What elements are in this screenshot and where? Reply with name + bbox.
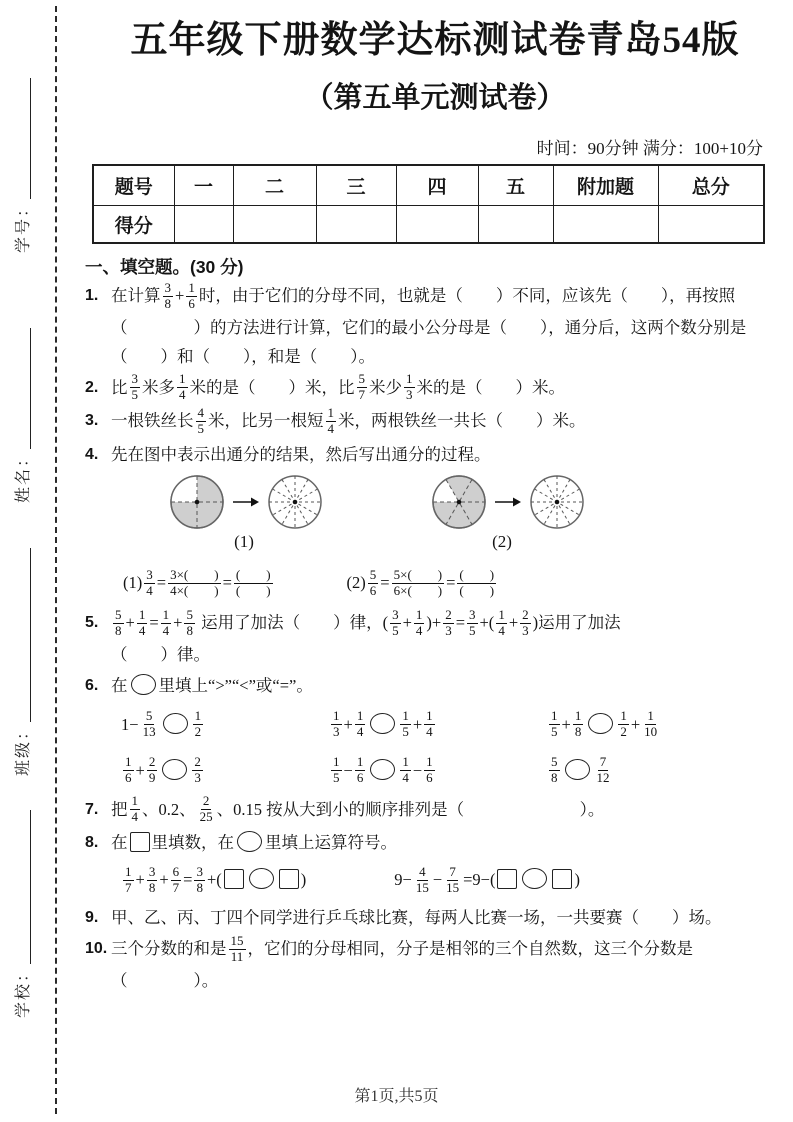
comparison-item: 1− $\frac{5}{13}$ $\frac{1}{2}$: [121, 708, 202, 740]
equation-2: (2) $\frac{5}{6}$ = $\frac{5\times( )}{6\times( )}$ = $\frac{( )}{( )}$: [346, 566, 495, 598]
question-number: 9.: [85, 909, 99, 927]
page-title: 五年级下册数学达标测试卷青岛54版: [130, 20, 740, 61]
student-name-blank-line: [30, 328, 31, 449]
question-text: $\frac{5}{8}$ + $\frac{1}{4}$ = $\frac{1}{4}$ + $\frac{5}{8}$ 运用了加法（ ）律，( $\frac{3}{5}$ + $\frac{1}{4}$ )+ $\frac{2}{3}$ = $\frac{3}{5}$ +( $\frac{1}{4}$ + $\frac{2}{3}$ )运用了加法 （ ）律。: [111, 606, 621, 664]
question-text: 在计算 $\frac{3}{8}$ + $\frac{1}{6}$ 时，由于它们的分母不同，也就是（ ）不同，应该先（ ），再按照 （ ）的方法进行计算，它们的最小公分母是（ ），通分后，这两个数分别是 （ ）和（ ），和是（ ）。: [111, 279, 747, 366]
score-cell: [658, 206, 764, 244]
question-7: [85, 795, 785, 827]
diagram-pair-2: [431, 474, 585, 530]
question-text: 比 $\frac{3}{5}$ 米多 $\frac{1}{4}$ 米的是（ ）米，比 $\frac{5}{7}$ 米少 $\frac{1}{3}$ 米的是（ ）米。: [111, 371, 565, 403]
score-col-header: 四: [396, 165, 478, 206]
comparison-item: $\frac{5}{8}$ $\frac{7}{12}$: [551, 754, 610, 786]
diagram-label-2: (2): [492, 531, 512, 551]
question-8: [85, 828, 785, 901]
score-table-score-row: [93, 206, 764, 244]
pie-three-quarters-shaded: [169, 474, 225, 530]
comparison-grid: [121, 706, 785, 790]
question-text: 先在图中表示出通分的结果，然后写出通分的过程。: [111, 444, 491, 464]
pie-twelve-parts-blank: [267, 474, 323, 530]
diagram-pair-1: [169, 474, 323, 530]
question-4: [85, 440, 785, 606]
score-cell: [553, 206, 658, 244]
score-cell: [396, 206, 478, 244]
fill-symbol-equations: [121, 861, 785, 899]
student-name-field: [14, 328, 34, 503]
question-number: 10.: [85, 940, 108, 958]
student-id-label: 学号：: [15, 198, 32, 253]
score-col-header: 总分: [658, 165, 764, 206]
question-number: 8.: [85, 834, 99, 852]
score-col-header: 三: [316, 165, 396, 206]
page-footer: 第1页,共5页: [354, 1088, 439, 1105]
equation-1: $\frac{1}{7}$ + $\frac{3}{8}$ + $\frac{6}{7}$ = $\frac{3}{8}$ +( ): [125, 864, 307, 895]
question-2: [85, 373, 785, 405]
question-9: [85, 903, 785, 932]
fraction-diagrams: [169, 474, 785, 530]
question-number: 4.: [85, 445, 99, 463]
paper-content: [85, 16, 785, 997]
question-text: 把 $\frac{1}{4}$ 、0.2、 $\frac{2}{25}$ 、0.15 按从大到小的顺序排列是（ ）。: [111, 793, 605, 825]
equation-2: 9− $\frac{4}{15}$ − $\frac{7}{15}$ =9−( ): [394, 864, 580, 895]
score-col-header: 题号: [93, 165, 174, 206]
question-6: [85, 671, 785, 793]
pie-twelve-parts-blank: [529, 474, 585, 530]
question-5: [85, 608, 785, 669]
equation-1: (1) $\frac{3}{4}$ = $\frac{3\times( )}{4\times( )}$ = $\frac{( )}{( )}$: [123, 566, 271, 598]
comparison-item: $\frac{1}{6}$ + $\frac{2}{9}$ $\frac{2}{3}$: [125, 754, 201, 786]
class-blank-line: [30, 548, 31, 722]
question-text: 三个分数的和是 $\frac{15}{11}$ ，它们的分母相同，分子是相邻的三个自然数，这三个分数是 （ ）。: [111, 933, 693, 990]
diagram-label-1: (1): [234, 531, 254, 551]
question-3: [85, 406, 785, 438]
class-field: [14, 548, 34, 776]
score-table: [92, 164, 765, 244]
arrow-icon: [495, 496, 521, 508]
school-label: 学校：: [15, 963, 32, 1018]
score-cell: [233, 206, 316, 244]
question-text: 在 里填上“>”“<”或“=”。: [111, 675, 313, 695]
conversion-equations: [123, 563, 785, 603]
question-text: 一根铁丝长 $\frac{4}{5}$ 米，比另一根短 $\frac{1}{4}$ 米，两根铁丝一共长（ ）米。: [111, 405, 586, 437]
page-subtitle: （第五单元测试卷）: [304, 82, 566, 114]
school-field: [14, 810, 34, 1018]
question-text: 甲、乙、丙、丁四个同学进行乒乓球比赛，每两人比赛一场，一共要赛（ ）场。: [111, 908, 722, 928]
diagram-labels: [169, 530, 785, 554]
comparison-item: $\frac{1}{5}$ + $\frac{1}{8}$ $\frac{1}{2}$ + $\frac{1}{10}$: [551, 708, 658, 740]
exam-time-score-info: 时间：90分钟 满分：100+10分: [536, 139, 763, 158]
score-col-header: 二: [233, 165, 316, 206]
fold-dashed-line: [55, 6, 57, 1114]
question-1: [85, 281, 785, 371]
arrow-icon: [233, 496, 259, 508]
score-col-header: 五: [478, 165, 553, 206]
score-col-header: 附加题: [553, 165, 658, 206]
questions-list: [85, 281, 785, 995]
score-col-header: 一: [174, 165, 233, 206]
question-number: 5.: [85, 613, 99, 631]
school-blank-line: [30, 810, 31, 964]
question-number: 6.: [85, 676, 99, 694]
student-id-blank-line: [30, 78, 31, 199]
question-number: 1.: [85, 287, 99, 304]
question-text: 在 里填数，在 里填上运算符号。: [111, 833, 397, 853]
class-label: 班级：: [15, 721, 32, 776]
comparison-item: $\frac{1}{5}$ − $\frac{1}{6}$ $\frac{1}{4}$ − $\frac{1}{6}$: [333, 754, 433, 786]
comparison-item: $\frac{1}{3}$ + $\frac{1}{4}$ $\frac{1}{5}$ + $\frac{1}{4}$: [333, 708, 433, 740]
question-10: [85, 934, 785, 995]
question-number: 3.: [85, 412, 99, 430]
score-row-label: 得分: [93, 206, 174, 244]
section-title: 一、填空题。(30 分): [85, 257, 244, 277]
question-number: 2.: [85, 378, 99, 396]
question-number: 7.: [85, 800, 99, 818]
score-cell: [174, 206, 233, 244]
score-table-header-row: [93, 165, 764, 206]
student-name-label: 姓名：: [15, 448, 32, 503]
pie-five-sixths-shaded: [431, 474, 487, 530]
score-cell: [478, 206, 553, 244]
student-id-field: [14, 78, 34, 253]
score-cell: [316, 206, 396, 244]
